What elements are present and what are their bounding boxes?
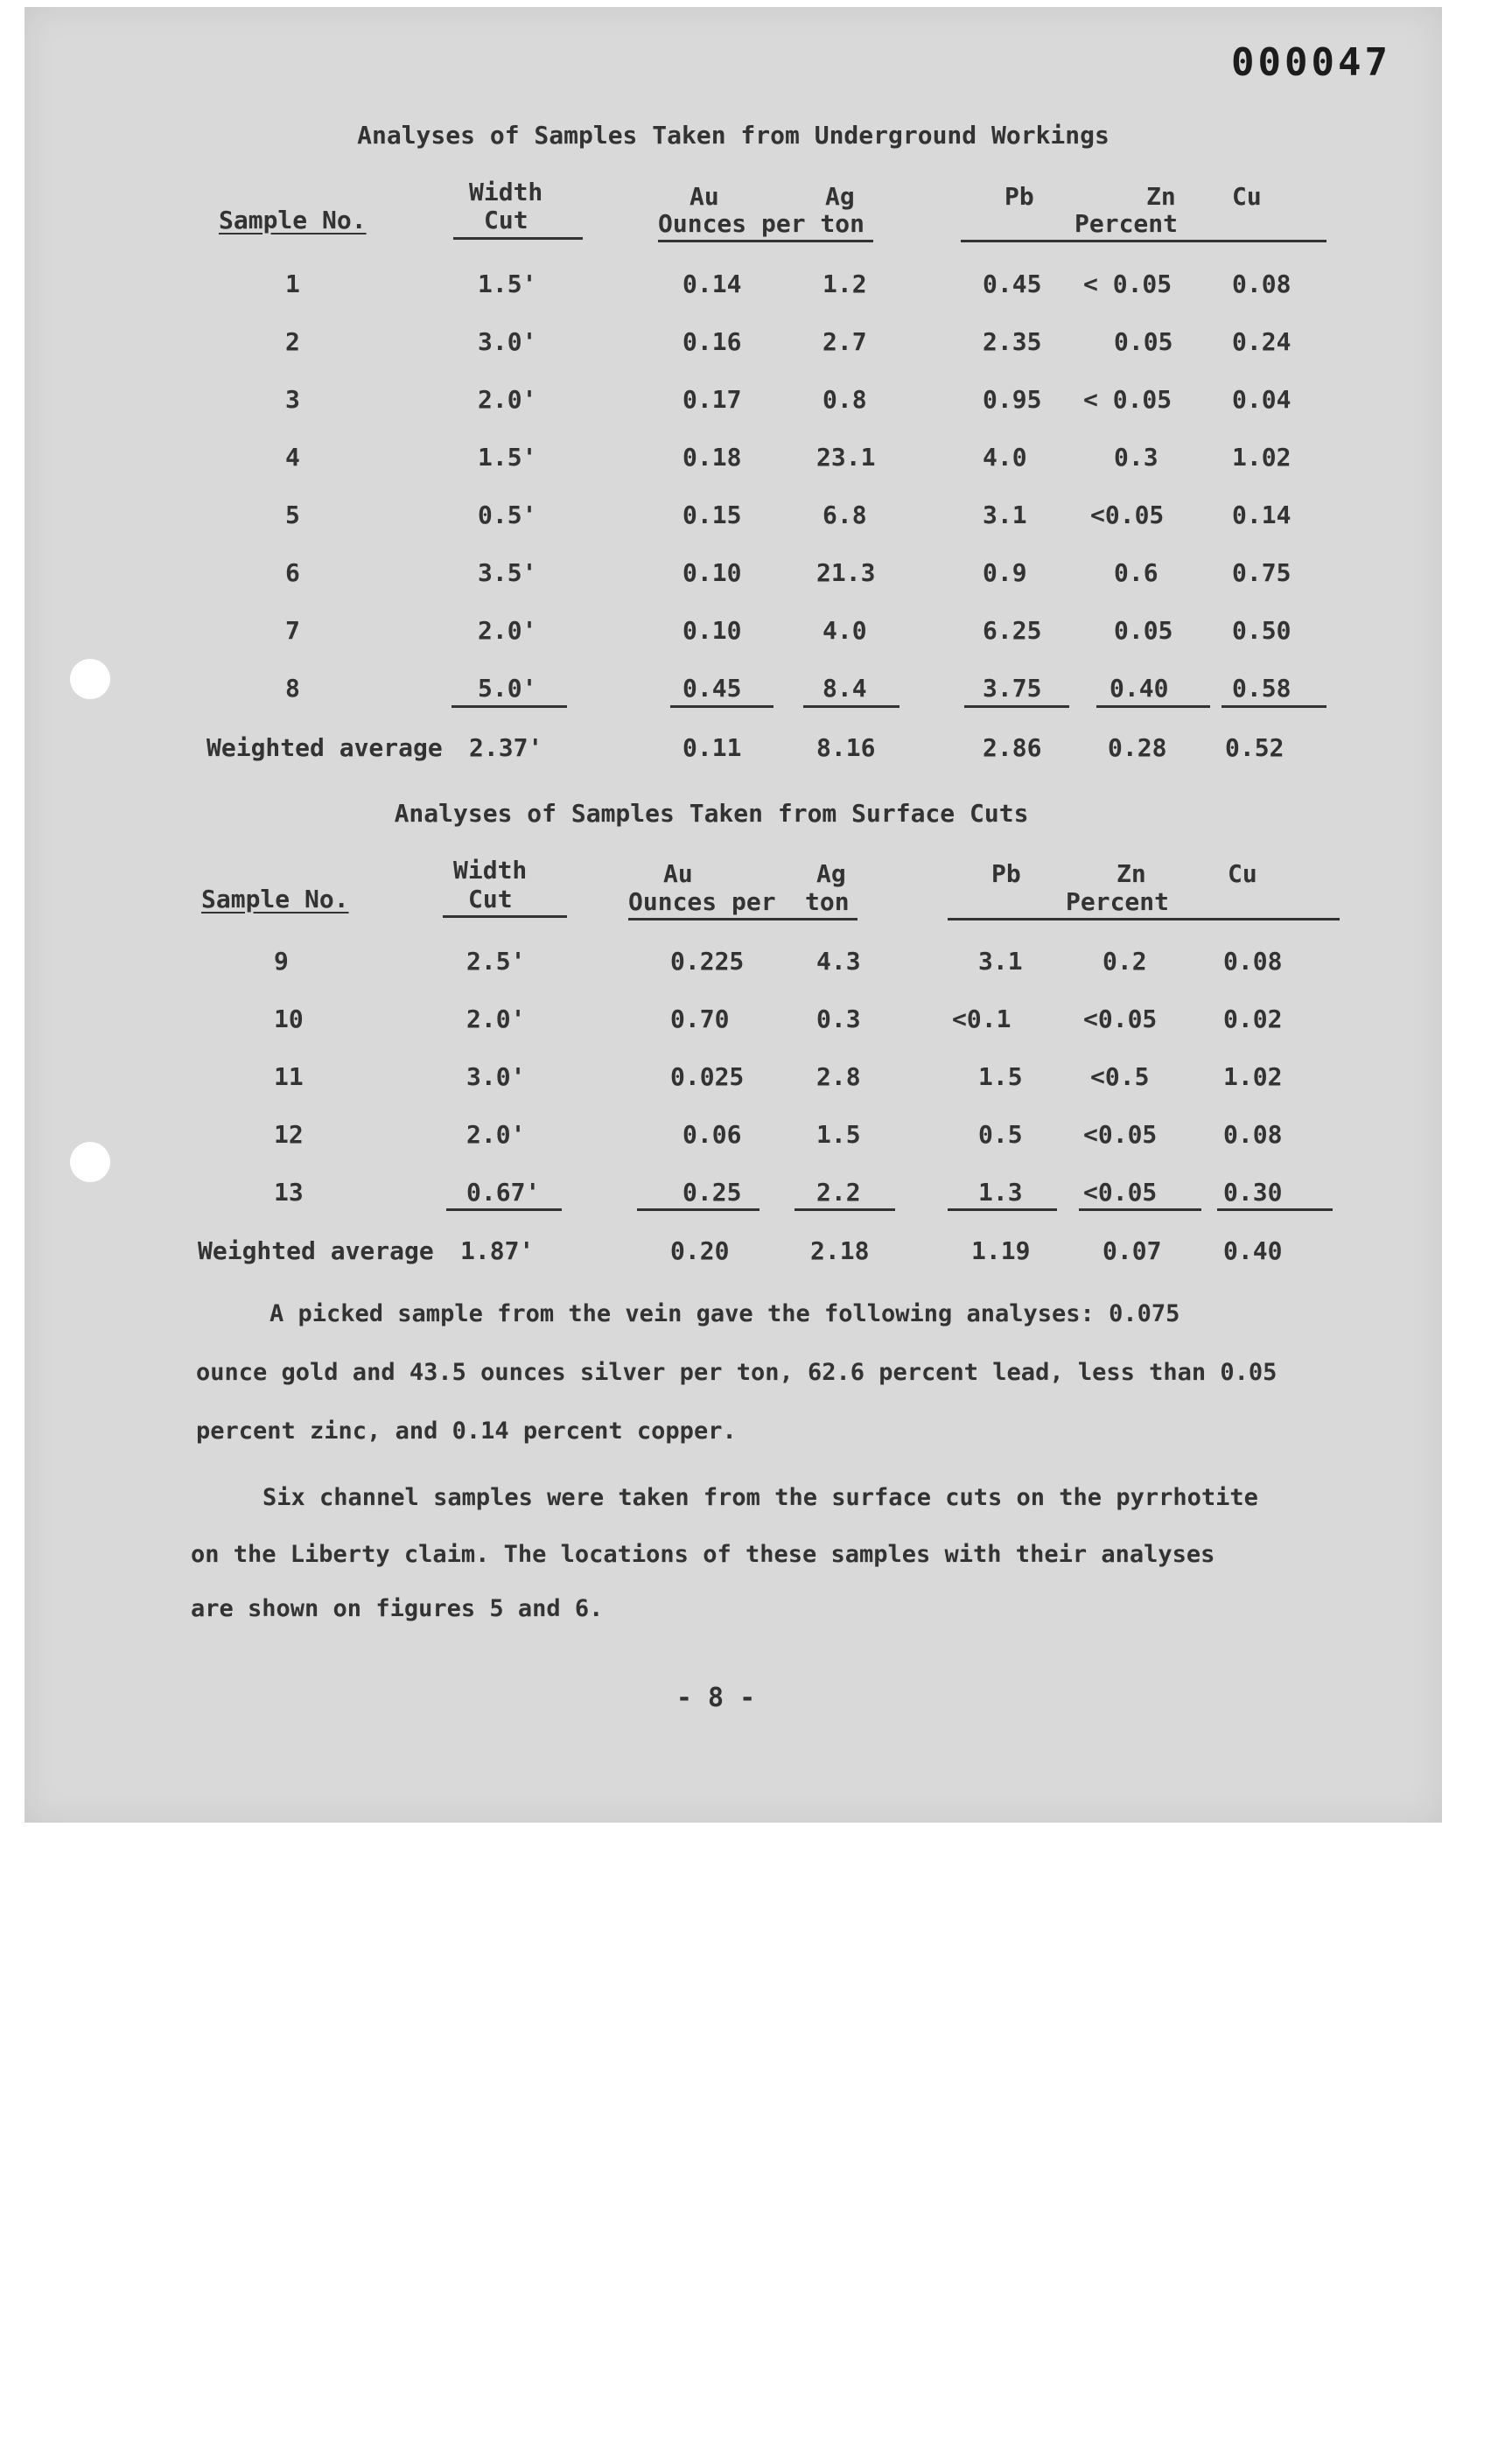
table2-cell: 12	[274, 1120, 304, 1149]
table1-cell: 4.0	[822, 616, 867, 645]
table1-cell: 6.25	[983, 616, 1042, 645]
table2-total-rule	[794, 1208, 895, 1211]
table1-average-cell: 2.37'	[469, 733, 543, 762]
page-number: - 8 -	[676, 1683, 756, 1713]
table1-cell: 0.14	[682, 270, 742, 298]
paragraph2-line: Six channel samples were taken from the surface cuts on the pyrrhotite	[262, 1484, 1258, 1511]
table1-cell: 1.02	[1232, 443, 1292, 472]
table2-cell: 0.02	[1223, 1004, 1283, 1033]
table1-total-rule	[803, 705, 900, 708]
table1-header-au: Au	[690, 182, 719, 211]
table1-cell: 8	[285, 674, 300, 703]
table2-cell: 0.25	[682, 1178, 742, 1207]
table2-cell: <0.5	[1090, 1062, 1150, 1091]
table1-cell: 3.1	[983, 500, 1027, 529]
table1-header-pb: Pb	[1004, 182, 1034, 211]
table2-header-zn: Zn	[1116, 859, 1146, 888]
table2-cell: 1.5	[816, 1120, 861, 1149]
table1-cell: < 0.05	[1083, 385, 1172, 414]
table2-cell: 1.5	[978, 1062, 1023, 1091]
table2-header-pb: Pb	[991, 859, 1021, 888]
table1-cell: 0.04	[1232, 385, 1292, 414]
table2-cell: 0.30	[1223, 1178, 1283, 1207]
blank-area	[0, 1829, 1512, 2450]
table1-cell: 0.16	[682, 327, 742, 356]
table1-cell: 0.08	[1232, 270, 1292, 298]
table2-total-rule	[1079, 1208, 1201, 1211]
table2-average-cell: 0.20	[670, 1236, 730, 1265]
table2-cell: 0.2	[1102, 947, 1147, 976]
table1-cell: 3.5'	[478, 558, 537, 587]
paragraph1-line: A picked sample from the vein gave the following analyses: 0.075	[270, 1300, 1180, 1327]
table1-cell: 8.4	[822, 674, 867, 703]
table1-average-label: Weighted average	[206, 733, 443, 762]
table2-average-cell: 1.19	[971, 1236, 1031, 1265]
table2-cell: 2.0'	[466, 1120, 526, 1149]
table1-cell: 0.14	[1232, 500, 1292, 529]
table2-cell: 3.0'	[466, 1062, 526, 1091]
table1-average-cell: 0.52	[1225, 733, 1284, 762]
table2-cell: 0.06	[682, 1120, 742, 1149]
table2-average-cell: 1.87'	[460, 1236, 535, 1265]
table2-header-cu: Cu	[1228, 859, 1257, 888]
table1-cell: 0.10	[682, 616, 742, 645]
table1-cell: 0.8	[822, 385, 867, 414]
table2-percent-rule	[948, 918, 1340, 920]
table2-average-cell: 0.07	[1102, 1236, 1162, 1265]
table1-cell: 0.6	[1114, 558, 1158, 587]
table1-width-rule	[453, 237, 583, 240]
paragraph2-line: are shown on figures 5 and 6.	[191, 1595, 604, 1622]
table1-cell: 1.5'	[478, 270, 537, 298]
table1-cell: 0.45	[983, 270, 1042, 298]
paragraph1-line: ounce gold and 43.5 ounces silver per ton, 62.6 percent lead, less than 0.05	[196, 1359, 1278, 1386]
table1-average-cell: 0.28	[1108, 733, 1167, 762]
table1-total-rule	[1096, 705, 1210, 708]
table2-title: Analyses of Samples Taken from Surface Cuts	[394, 799, 1029, 828]
table1-cell: 0.18	[682, 443, 742, 472]
table1-cell: <0.05	[1090, 500, 1165, 529]
table2-cell: 0.3	[816, 1004, 861, 1033]
table2-cell: 0.70	[670, 1004, 730, 1033]
table2-header-width: Width	[453, 856, 528, 885]
table1-header-sample: Sample No.	[219, 206, 367, 234]
table1-cell: 2.7	[822, 327, 867, 356]
table1-cell: 0.15	[682, 500, 742, 529]
table1-cell: 2	[285, 327, 300, 356]
table1-cell: 3.75	[983, 674, 1042, 703]
table2-cell: 0.5	[978, 1120, 1023, 1149]
table1-cell: 4	[285, 443, 300, 472]
table1-cell: 1	[285, 270, 300, 298]
table1-cell: < 0.05	[1083, 270, 1172, 298]
document-number: 000047	[1231, 40, 1391, 85]
table1-cell: 0.10	[682, 558, 742, 587]
table2-average-label: Weighted average	[198, 1236, 434, 1265]
table1-cell: 0.50	[1232, 616, 1292, 645]
table2-cell: 2.2	[816, 1178, 861, 1207]
table2-average-cell: 2.18	[810, 1236, 870, 1265]
table1-cell: 1.2	[822, 270, 867, 298]
table2-total-rule	[948, 1208, 1057, 1211]
paragraph2-line: on the Liberty claim. The locations of these samples with their analyses	[191, 1541, 1215, 1568]
table1-cell: 0.05	[1114, 327, 1173, 356]
table1-cell: 0.17	[682, 385, 742, 414]
table2-cell: 0.08	[1223, 947, 1283, 976]
table2-cell: <0.05	[1083, 1178, 1158, 1207]
table1-header-zn: Zn	[1146, 182, 1176, 211]
table1-cell: 21.3	[816, 558, 876, 587]
table1-cell: 0.5'	[478, 500, 537, 529]
table2-cell: 13	[274, 1178, 304, 1207]
table1-cell: 0.95	[983, 385, 1042, 414]
document-page	[24, 7, 1442, 1823]
table1-average-cell: 8.16	[816, 733, 876, 762]
table2-header-sample: Sample No.	[201, 885, 349, 914]
table1-cell: 0.45	[682, 674, 742, 703]
table1-cell: 6	[285, 558, 300, 587]
table2-cell: <0.05	[1083, 1004, 1158, 1033]
table2-cell: <0.05	[1083, 1120, 1158, 1149]
table2-cell: 2.8	[816, 1062, 861, 1091]
table2-header-percent: Percent	[1066, 887, 1170, 916]
table1-ounces-rule	[658, 240, 873, 242]
table2-header-ounces: Ounces per	[628, 887, 776, 916]
table1-cell: 5.0'	[478, 674, 537, 703]
table2-cell: 2.5'	[466, 947, 526, 976]
table1-header-cu: Cu	[1232, 182, 1262, 211]
table2-header-au: Au	[663, 859, 693, 888]
table1-cell: 0.58	[1232, 674, 1292, 703]
table2-average-cell: 0.40	[1223, 1236, 1283, 1265]
table1-cell: 0.75	[1232, 558, 1292, 587]
table2-cell: 2.0'	[466, 1004, 526, 1033]
table1-cell: 5	[285, 500, 300, 529]
table1-header-ag: Ag	[825, 182, 855, 211]
table2-header-cut: Cut	[468, 885, 513, 914]
table1-cell: 2.0'	[478, 385, 537, 414]
table1-cell: 4.0	[983, 443, 1027, 472]
table1-cell: 1.5'	[478, 443, 537, 472]
table2-cell: 11	[274, 1062, 304, 1091]
table1-percent-rule	[961, 240, 1326, 242]
table2-total-rule	[446, 1208, 562, 1211]
table1-cell: 0.05	[1114, 616, 1173, 645]
table1-cell: 6.8	[822, 500, 867, 529]
punch-hole	[70, 1142, 110, 1182]
table2-cell: 1.02	[1223, 1062, 1283, 1091]
table2-total-rule	[1217, 1208, 1333, 1211]
table2-cell: <0.1	[952, 1004, 1012, 1033]
table2-total-rule	[637, 1208, 760, 1211]
table1-cell: 2.35	[983, 327, 1042, 356]
table1-average-cell: 2.86	[983, 733, 1042, 762]
table1-cell: 3	[285, 385, 300, 414]
table1-header-cut: Cut	[484, 206, 528, 234]
table2-ounces-rule	[628, 918, 858, 920]
table1-header-percent: Percent	[1074, 209, 1179, 238]
table2-width-rule	[443, 915, 567, 918]
table1-cell: 0.9	[983, 558, 1027, 587]
table1-cell: 2.0'	[478, 616, 537, 645]
table2-cell: 9	[274, 947, 289, 976]
table2-cell: 0.08	[1223, 1120, 1283, 1149]
table1-cell: 0.40	[1110, 674, 1169, 703]
table2-header-ag: Ag	[816, 859, 846, 888]
table1-cell: 3.0'	[478, 327, 537, 356]
table2-cell: 10	[274, 1004, 304, 1033]
table2-cell: 0.025	[670, 1062, 745, 1091]
table2-cell: 4.3	[816, 947, 861, 976]
table2-cell: 0.225	[670, 947, 745, 976]
table1-average-cell: 0.11	[682, 733, 742, 762]
table1-total-rule	[670, 705, 774, 708]
paragraph1-line: percent zinc, and 0.14 percent copper.	[196, 1418, 737, 1445]
table1-cell: 7	[285, 616, 300, 645]
table1-cell: 23.1	[816, 443, 876, 472]
table2-header-ton: ton	[805, 887, 850, 916]
table1-total-rule	[1222, 705, 1326, 708]
table1-total-rule	[452, 705, 567, 708]
table1-cell: 0.24	[1232, 327, 1292, 356]
table2-cell: 3.1	[978, 947, 1023, 976]
table1-total-rule	[964, 705, 1069, 708]
punch-hole	[70, 659, 110, 699]
table1-title: Analyses of Samples Taken from Underground Workings	[357, 121, 1110, 150]
table1-cell: 0.3	[1114, 443, 1158, 472]
table1-header-width: Width	[469, 178, 543, 206]
table2-cell: 1.3	[978, 1178, 1023, 1207]
table1-header-ounces: Ounces per ton	[658, 209, 865, 238]
table2-cell: 0.67'	[466, 1178, 541, 1207]
